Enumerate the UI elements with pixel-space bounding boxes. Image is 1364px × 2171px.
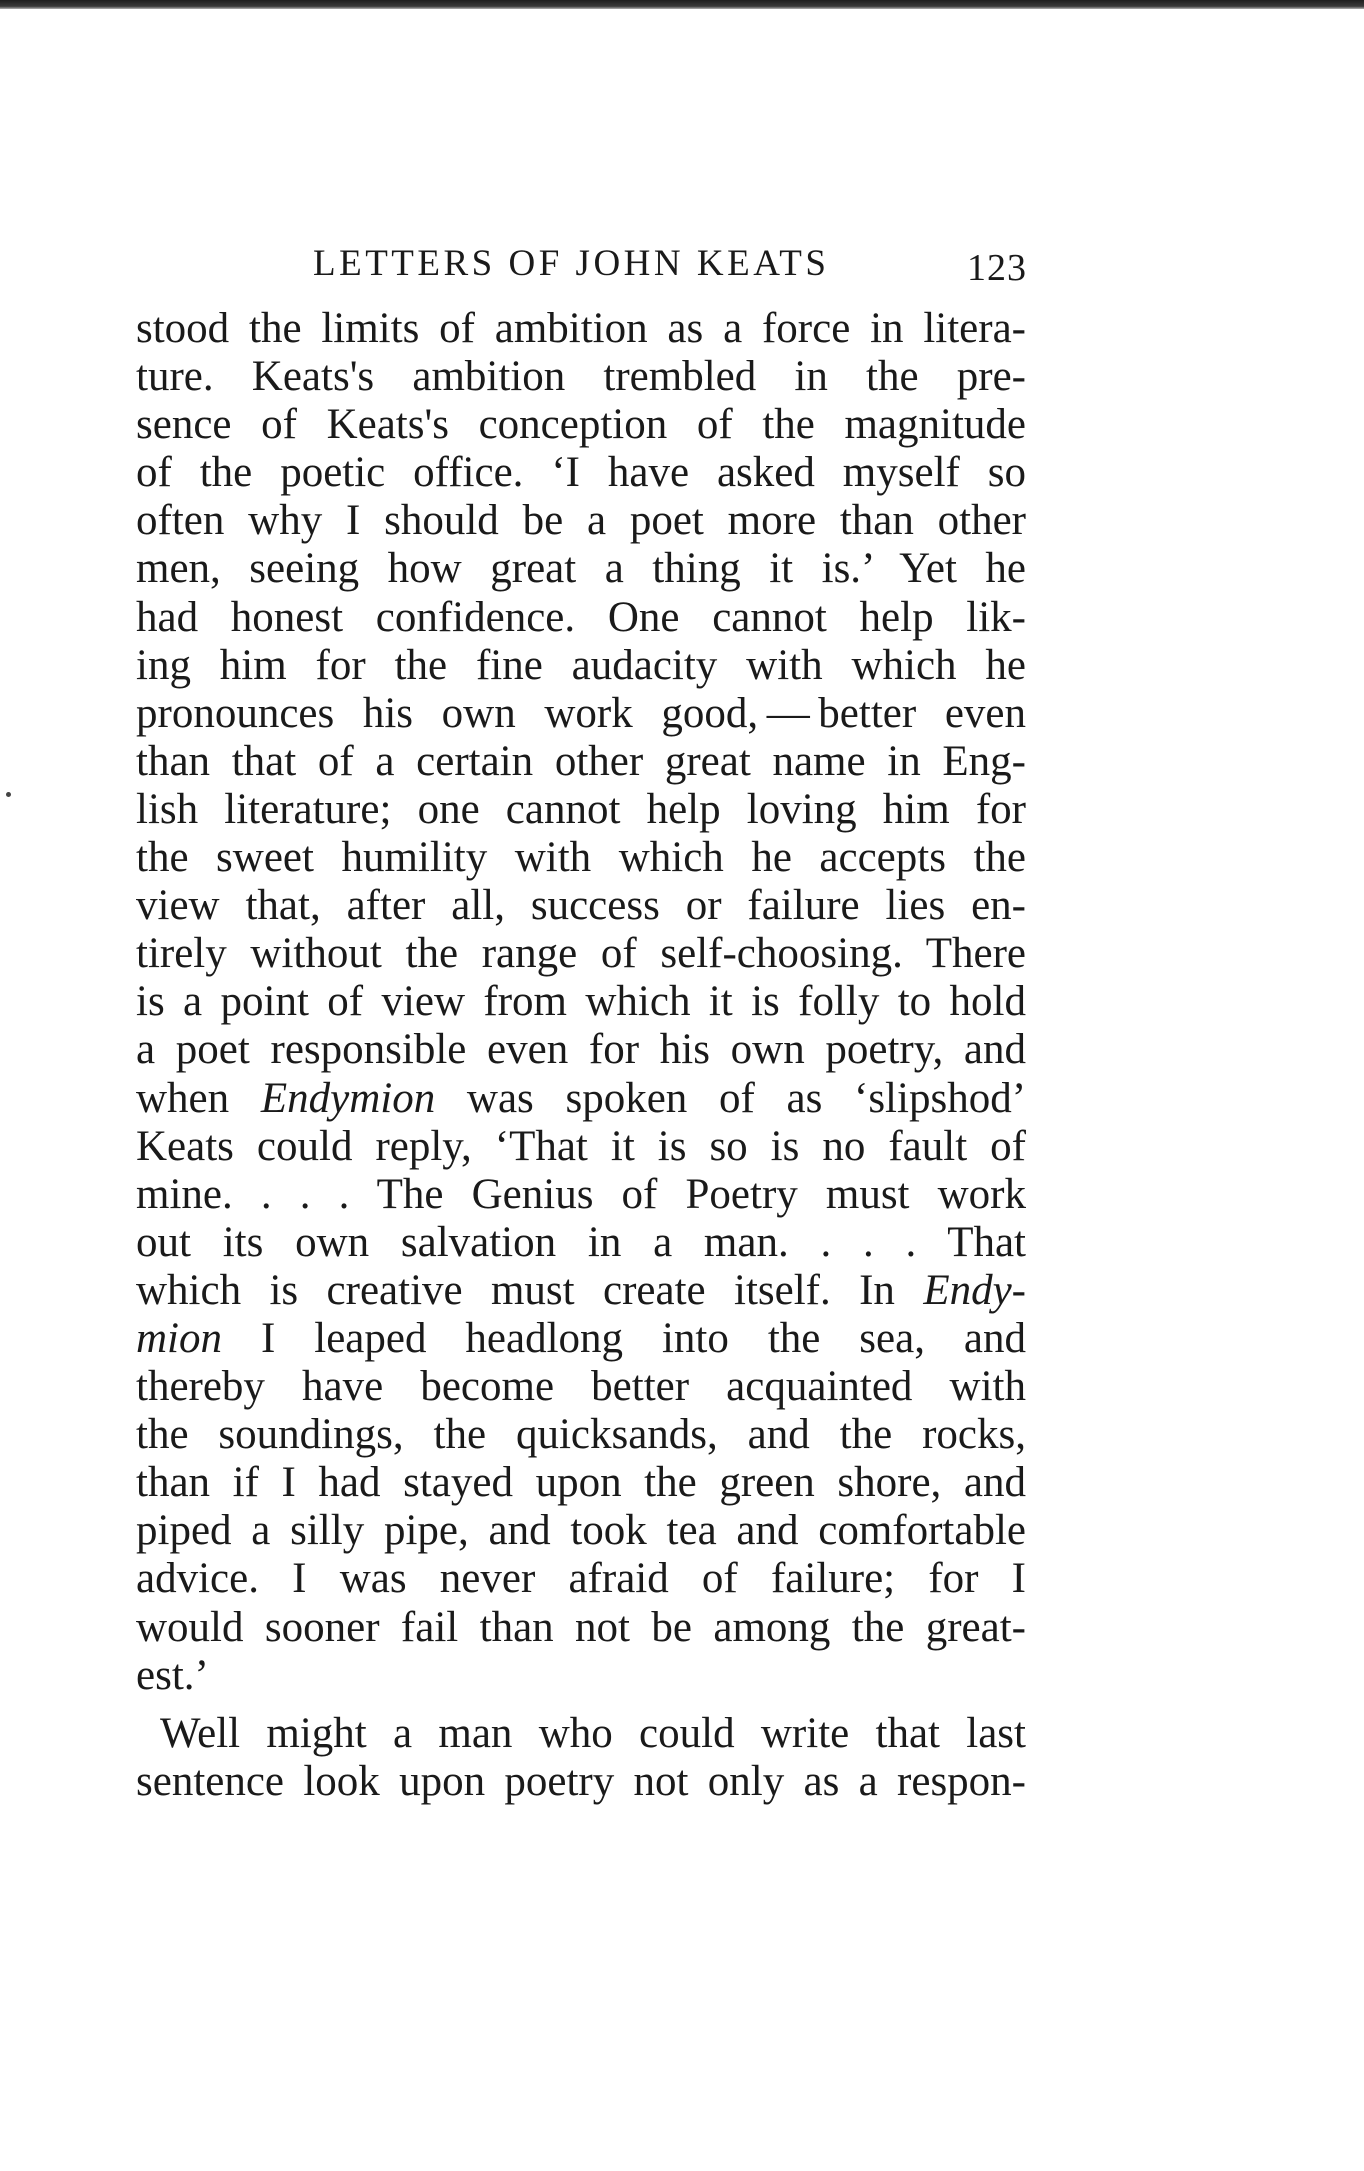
paper-speck [6, 792, 11, 797]
text-line: est.’ [136, 1651, 209, 1699]
text-line: pronounces his own work good, — better even [136, 689, 1026, 737]
paragraph [136, 305, 1026, 1700]
running-head [313, 238, 1027, 298]
text-line: sentence look upon poetry not only as a respon- [136, 1757, 1026, 1805]
text-line: lish literature; one cannot help loving him for [136, 785, 1026, 833]
text-line: thereby have become better acquainted with [136, 1363, 1026, 1411]
italic-title: Endymion [260, 1074, 436, 1122]
italic-title: mion [136, 1314, 222, 1362]
page-number: 123 [967, 247, 1027, 289]
text-line: men, seeing how great a thing it is.’ Yet he [136, 545, 1026, 593]
page-top-edge [0, 0, 1364, 9]
text-line: a poet responsible even for his own poetry, and [136, 1026, 1026, 1074]
text-line: view that, after all, success or failure lies en- [136, 882, 1026, 930]
text-line [136, 1267, 1026, 1315]
text-line: Well might a man who could write that last [160, 1709, 1026, 1757]
text-line [136, 1075, 1026, 1123]
running-title: LETTERS OF JOHN KEATS [313, 243, 830, 284]
text-line: is a point of view from which it is folly to hold [136, 978, 1026, 1026]
text-line: ing him for the fine audacity with which he [136, 641, 1026, 689]
body-text [136, 305, 1026, 1806]
italic-title: Endy- [923, 1266, 1026, 1314]
text-line: tirely without the range of self-choosing. There [136, 930, 1026, 978]
text-line: the sweet humility with which he accepts the [136, 834, 1026, 882]
text-line: Keats could reply, ‘That it is so is no fault of [136, 1122, 1026, 1170]
text-line [136, 1315, 1026, 1363]
text-segment: was spoken of as ‘slipshod’ [466, 1074, 1027, 1122]
text-line: ture. Keats's ambition trembled in the pre- [136, 353, 1026, 401]
text-line: advice. I was never afraid of failure; for I [136, 1555, 1026, 1603]
text-line: than that of a certain other great name in Eng- [136, 737, 1026, 785]
text-line: the soundings, the quicksands, and the rocks, [136, 1411, 1026, 1459]
text-line: piped a silly pipe, and took tea and comfortable [136, 1507, 1026, 1555]
text-line: out its own salvation in a man. . . . That [136, 1218, 1026, 1266]
text-segment: I leaped headlong into the sea, and [260, 1314, 1027, 1362]
text-segment: when [136, 1074, 230, 1122]
text-segment: which is creative must create itself. In [136, 1266, 895, 1314]
text-line: mine. . . . The Genius of Poetry must work [136, 1170, 1026, 1218]
paragraph [136, 1710, 1026, 1806]
text-line: sence of Keats's conception of the magnitude [136, 401, 1026, 449]
text-line: than if I had stayed upon the green shore, and [136, 1459, 1026, 1507]
text-line: would sooner fail than not be among the great- [136, 1603, 1026, 1651]
text-line: stood the limits of ambition as a force in litera- [136, 305, 1026, 352]
text-line: often why I should be a poet more than other [136, 497, 1026, 545]
text-line: of the poetic office. ‘I have asked myself so [136, 449, 1026, 497]
text-line: had honest confidence. One cannot help lik- [136, 593, 1026, 641]
paragraph-gap [136, 1700, 1026, 1710]
